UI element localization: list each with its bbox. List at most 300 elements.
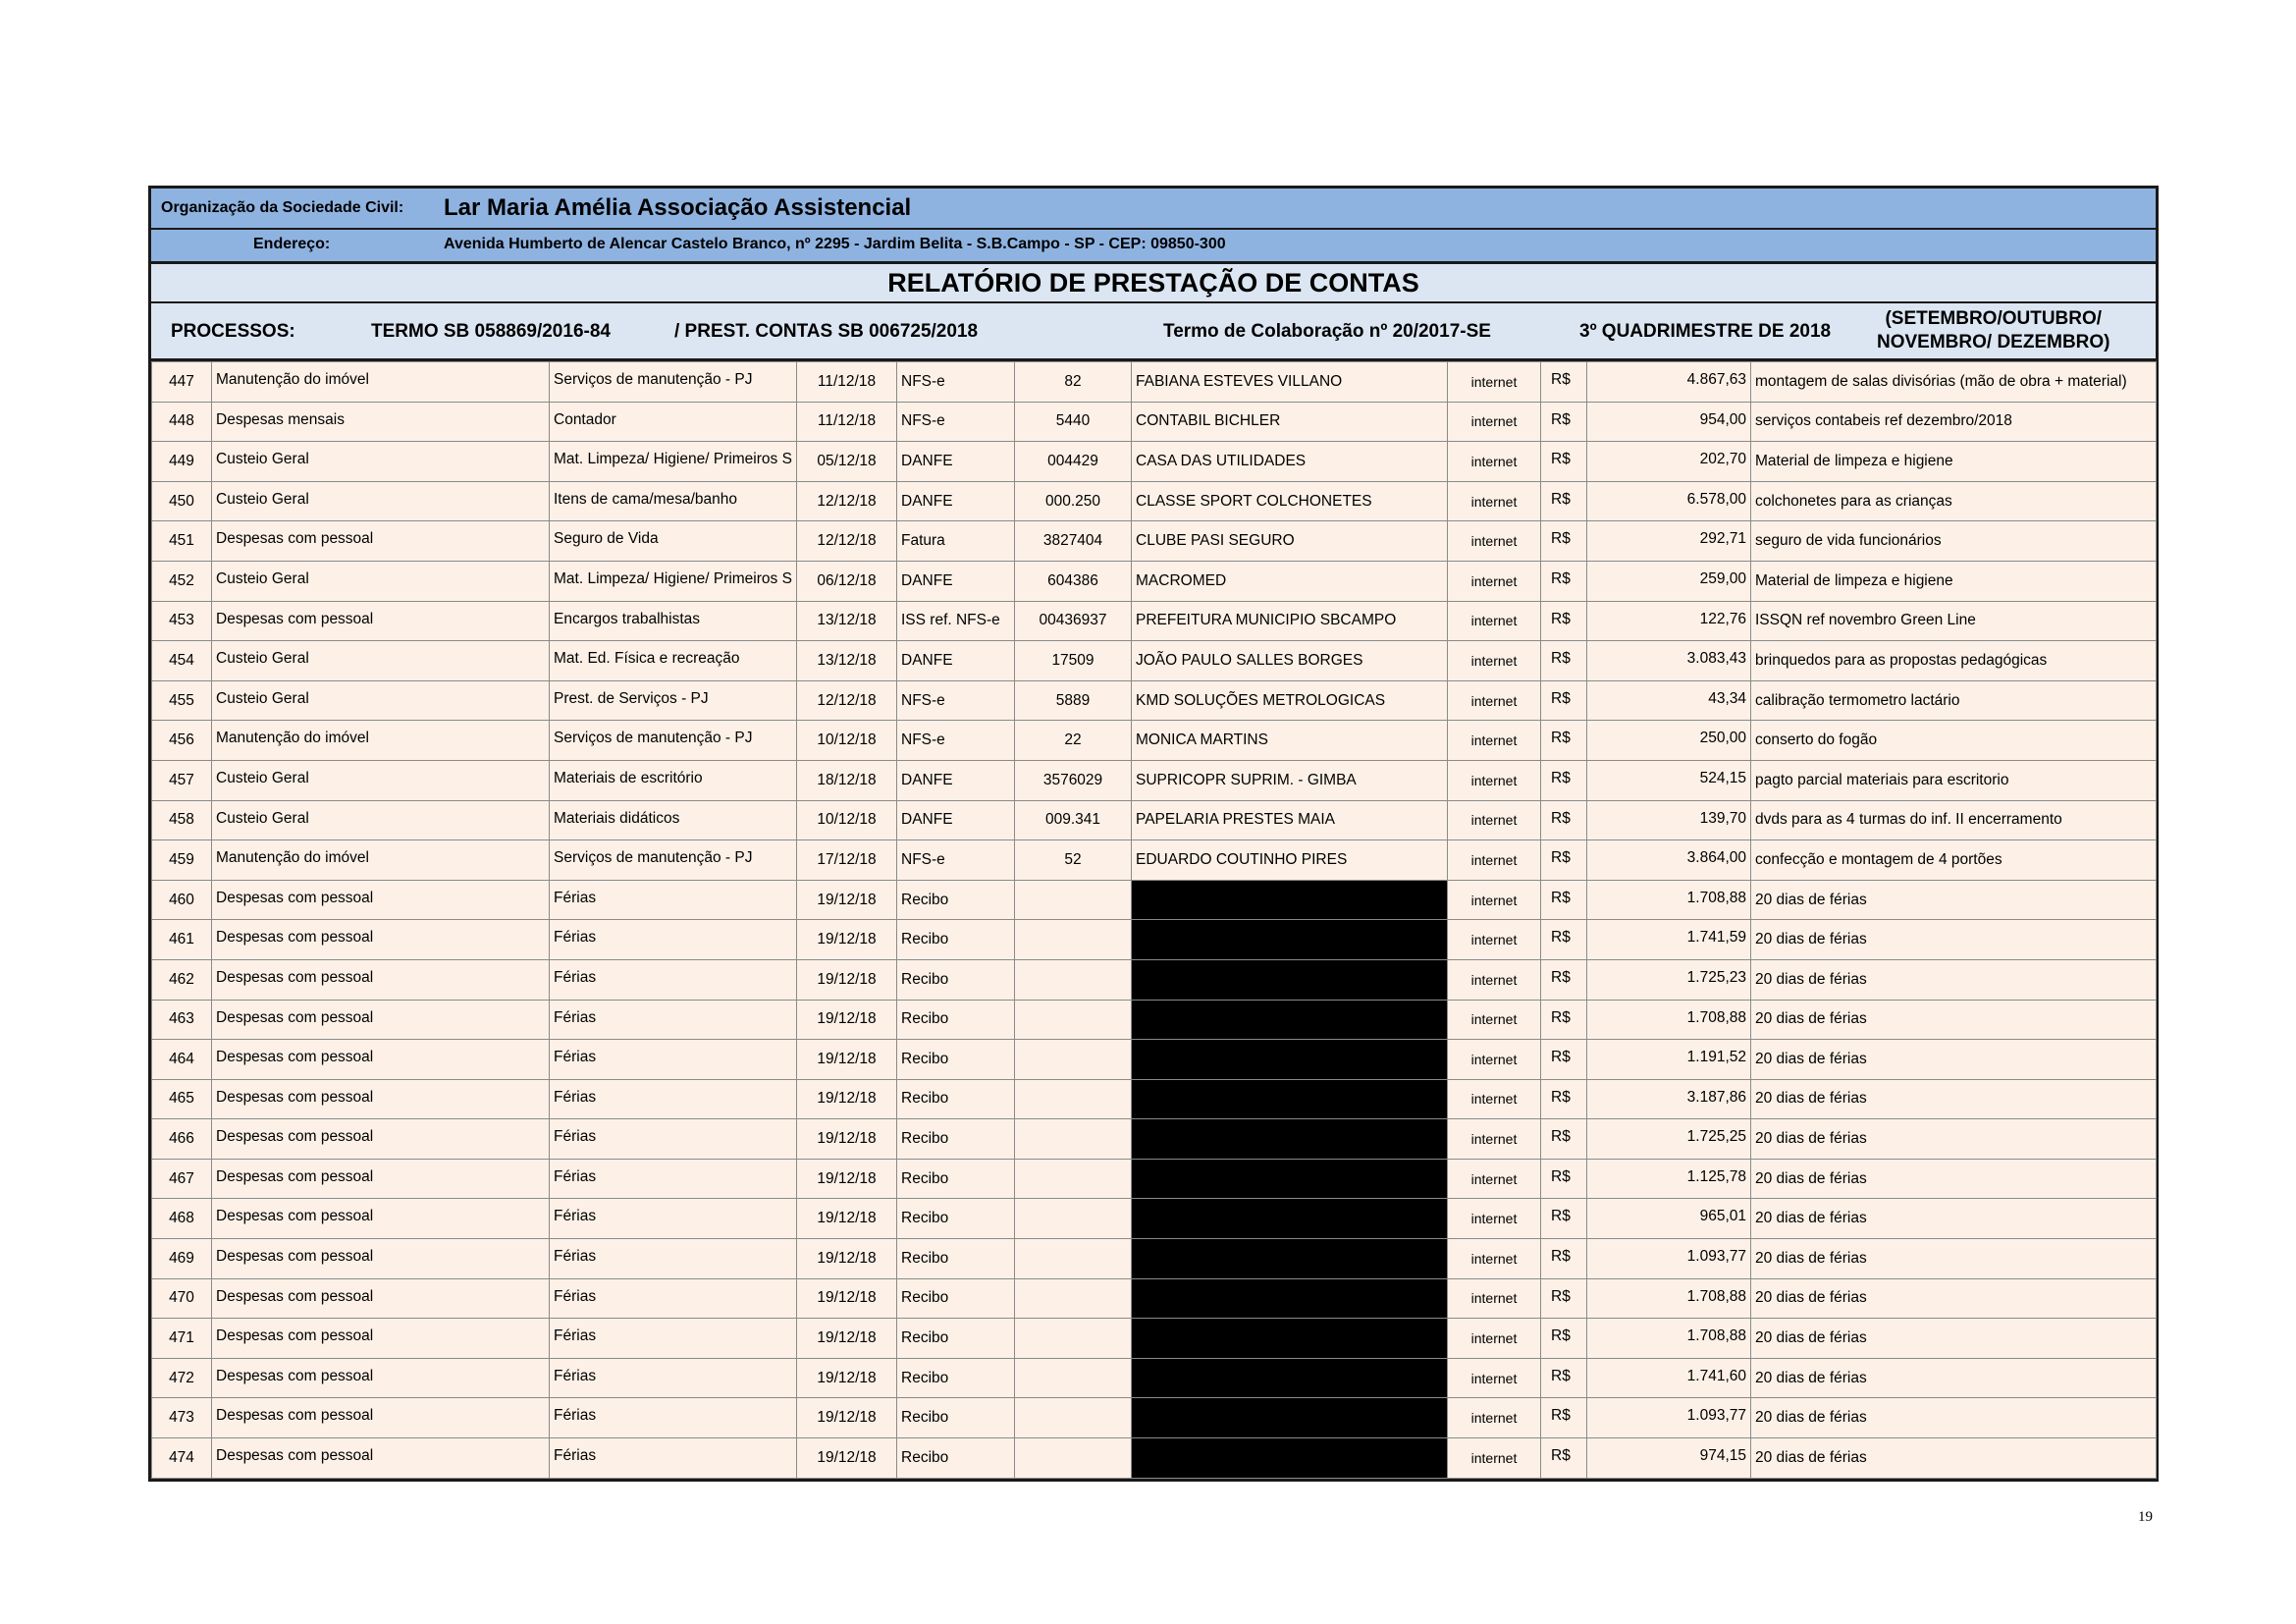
- doc-type-cell: Recibo: [897, 1278, 1015, 1319]
- amount-cell: 4.867,63: [1587, 362, 1751, 403]
- payment-method-cell: internet: [1448, 1199, 1541, 1239]
- page-number: 19: [2138, 1509, 2153, 1525]
- category-cell: Despesas com pessoal: [212, 1040, 550, 1080]
- description-cell: brinquedos para as propostas pedagógicas: [1751, 641, 2157, 681]
- report-title: RELATÓRIO DE PRESTAÇÃO DE CONTAS: [151, 264, 2156, 303]
- doc-number-cell: [1015, 1040, 1132, 1080]
- doc-type-cell: ISS ref. NFS-e: [897, 601, 1015, 641]
- row-number-cell: 460: [152, 880, 212, 920]
- amount-cell: 1.708,88: [1587, 1278, 1751, 1319]
- description-cell: 20 dias de férias: [1751, 1000, 2157, 1040]
- description-cell: 20 dias de férias: [1751, 1199, 2157, 1239]
- table-row: [152, 1278, 2157, 1319]
- category-cell: Despesas com pessoal: [212, 1239, 550, 1279]
- payment-method-cell: internet: [1448, 920, 1541, 960]
- payment-method-cell: internet: [1448, 721, 1541, 761]
- doc-type-cell: Recibo: [897, 1000, 1015, 1040]
- doc-type-cell: NFS-e: [897, 840, 1015, 881]
- amount-cell: 1.708,88: [1587, 1319, 1751, 1359]
- doc-type-cell: NFS-e: [897, 721, 1015, 761]
- currency-cell: R$: [1541, 481, 1587, 521]
- payment-method-cell: internet: [1448, 1159, 1541, 1199]
- report-sheet: [148, 186, 2159, 1482]
- subcategory-cell: Férias: [550, 959, 797, 1000]
- amount-cell: 1.708,88: [1587, 1000, 1751, 1040]
- subcategory-cell: Férias: [550, 1438, 797, 1479]
- redacted-supplier: [1132, 1398, 1448, 1438]
- doc-type-cell: Recibo: [897, 959, 1015, 1000]
- table-row: [152, 481, 2157, 521]
- payment-method-cell: internet: [1448, 402, 1541, 442]
- row-number-cell: 461: [152, 920, 212, 960]
- row-number-cell: 472: [152, 1358, 212, 1398]
- doc-number-cell: 604386: [1015, 561, 1132, 601]
- amount-cell: 250,00: [1587, 721, 1751, 761]
- amount-cell: 965,01: [1587, 1199, 1751, 1239]
- date-cell: 19/12/18: [797, 959, 897, 1000]
- currency-cell: R$: [1541, 362, 1587, 403]
- subcategory-cell: Serviços de manutenção - PJ: [550, 721, 797, 761]
- date-cell: 19/12/18: [797, 1358, 897, 1398]
- doc-type-cell: DANFE: [897, 760, 1015, 800]
- doc-type-cell: NFS-e: [897, 680, 1015, 721]
- table-row: [152, 362, 2157, 403]
- doc-type-cell: DANFE: [897, 481, 1015, 521]
- currency-cell: R$: [1541, 800, 1587, 840]
- currency-cell: R$: [1541, 1278, 1587, 1319]
- subcategory-cell: Férias: [550, 880, 797, 920]
- processes-label: PROCESSOS:: [171, 321, 295, 342]
- supplier-cell: MACROMED: [1132, 561, 1448, 601]
- description-cell: 20 dias de férias: [1751, 1278, 2157, 1319]
- amount-cell: 259,00: [1587, 561, 1751, 601]
- currency-cell: R$: [1541, 1319, 1587, 1359]
- doc-number-cell: 009.341: [1015, 800, 1132, 840]
- category-cell: Custeio Geral: [212, 680, 550, 721]
- table-row: [152, 1358, 2157, 1398]
- quadrimester: 3º QUADRIMESTRE DE 2018: [1579, 321, 1832, 342]
- description-cell: 20 dias de férias: [1751, 1119, 2157, 1160]
- doc-number-cell: 22: [1015, 721, 1132, 761]
- category-cell: Despesas com pessoal: [212, 1159, 550, 1199]
- category-cell: Manutenção do imóvel: [212, 840, 550, 881]
- row-number-cell: 467: [152, 1159, 212, 1199]
- doc-number-cell: 52: [1015, 840, 1132, 881]
- category-cell: Custeio Geral: [212, 800, 550, 840]
- date-cell: 10/12/18: [797, 800, 897, 840]
- doc-type-cell: Recibo: [897, 1398, 1015, 1438]
- payment-method-cell: internet: [1448, 1438, 1541, 1479]
- category-cell: Manutenção do imóvel: [212, 362, 550, 403]
- date-cell: 12/12/18: [797, 680, 897, 721]
- date-cell: 11/12/18: [797, 402, 897, 442]
- currency-cell: R$: [1541, 442, 1587, 482]
- category-cell: Despesas com pessoal: [212, 601, 550, 641]
- description-cell: 20 dias de férias: [1751, 959, 2157, 1000]
- date-cell: 19/12/18: [797, 1040, 897, 1080]
- category-cell: Despesas com pessoal: [212, 1438, 550, 1479]
- supplier-cell: PREFEITURA MUNICIPIO SBCAMPO: [1132, 601, 1448, 641]
- table-row: [152, 880, 2157, 920]
- amount-cell: 1.741,59: [1587, 920, 1751, 960]
- colaboracao-term: Termo de Colaboração nº 20/2017-SE: [1163, 321, 1491, 342]
- amount-cell: 1.725,23: [1587, 959, 1751, 1000]
- supplier-cell: FABIANA ESTEVES VILLANO: [1132, 362, 1448, 403]
- redacted-supplier: [1132, 1438, 1448, 1479]
- category-cell: Manutenção do imóvel: [212, 721, 550, 761]
- date-cell: 13/12/18: [797, 601, 897, 641]
- category-cell: Despesas com pessoal: [212, 1079, 550, 1119]
- description-cell: 20 dias de férias: [1751, 1319, 2157, 1359]
- doc-number-cell: [1015, 1119, 1132, 1160]
- row-number-cell: 471: [152, 1319, 212, 1359]
- currency-cell: R$: [1541, 1000, 1587, 1040]
- doc-type-cell: NFS-e: [897, 362, 1015, 403]
- description-cell: 20 dias de férias: [1751, 920, 2157, 960]
- row-number-cell: 454: [152, 641, 212, 681]
- payment-method-cell: internet: [1448, 561, 1541, 601]
- description-cell: 20 dias de férias: [1751, 1438, 2157, 1479]
- description-cell: confecção e montagem de 4 portões: [1751, 840, 2157, 881]
- doc-type-cell: DANFE: [897, 442, 1015, 482]
- doc-type-cell: Recibo: [897, 920, 1015, 960]
- payment-method-cell: internet: [1448, 840, 1541, 881]
- description-cell: ISSQN ref novembro Green Line: [1751, 601, 2157, 641]
- table-row: [152, 561, 2157, 601]
- amount-cell: 3.083,43: [1587, 641, 1751, 681]
- date-cell: 10/12/18: [797, 721, 897, 761]
- subcategory-cell: Férias: [550, 1040, 797, 1080]
- doc-number-cell: [1015, 1278, 1132, 1319]
- supplier-cell: CASA DAS UTILIDADES: [1132, 442, 1448, 482]
- amount-cell: 3.864,00: [1587, 840, 1751, 881]
- doc-type-cell: Recibo: [897, 1319, 1015, 1359]
- row-number-cell: 453: [152, 601, 212, 641]
- supplier-cell: MONICA MARTINS: [1132, 721, 1448, 761]
- doc-number-cell: 3576029: [1015, 760, 1132, 800]
- supplier-cell: CLASSE SPORT COLCHONETES: [1132, 481, 1448, 521]
- currency-cell: R$: [1541, 561, 1587, 601]
- description-cell: Material de limpeza e higiene: [1751, 442, 2157, 482]
- amount-cell: 1.093,77: [1587, 1398, 1751, 1438]
- payment-method-cell: internet: [1448, 680, 1541, 721]
- supplier-cell: KMD SOLUÇÕES METROLOGICAS: [1132, 680, 1448, 721]
- description-cell: dvds para as 4 turmas do inf. II encerramento: [1751, 800, 2157, 840]
- redacted-supplier: [1132, 920, 1448, 960]
- doc-number-cell: [1015, 920, 1132, 960]
- period: [1877, 307, 2110, 354]
- date-cell: 05/12/18: [797, 442, 897, 482]
- subcategory-cell: Férias: [550, 1239, 797, 1279]
- table-row: [152, 800, 2157, 840]
- period-line-1: (SETEMBRO/OUTUBRO/: [1885, 308, 2103, 329]
- subcategory-cell: Férias: [550, 1199, 797, 1239]
- date-cell: 19/12/18: [797, 1438, 897, 1479]
- subcategory-cell: Materiais de escritório: [550, 760, 797, 800]
- doc-number-cell: [1015, 1358, 1132, 1398]
- amount-cell: 6.578,00: [1587, 481, 1751, 521]
- redacted-supplier: [1132, 1119, 1448, 1160]
- table-row: [152, 680, 2157, 721]
- doc-type-cell: NFS-e: [897, 402, 1015, 442]
- amount-cell: 954,00: [1587, 402, 1751, 442]
- table-row: [152, 721, 2157, 761]
- payment-method-cell: internet: [1448, 1079, 1541, 1119]
- currency-cell: R$: [1541, 680, 1587, 721]
- expense-rows: [152, 362, 2157, 1479]
- currency-cell: R$: [1541, 1079, 1587, 1119]
- table-row: [152, 959, 2157, 1000]
- category-cell: Despesas com pessoal: [212, 1319, 550, 1359]
- table-row: [152, 1000, 2157, 1040]
- row-number-cell: 456: [152, 721, 212, 761]
- subcategory-cell: Mat. Limpeza/ Higiene/ Primeiros S: [550, 442, 797, 482]
- amount-cell: 1.125,78: [1587, 1159, 1751, 1199]
- table-row: [152, 840, 2157, 881]
- address-label: Endereço:: [253, 236, 331, 252]
- doc-number-cell: 3827404: [1015, 521, 1132, 562]
- payment-method-cell: internet: [1448, 601, 1541, 641]
- category-cell: Custeio Geral: [212, 481, 550, 521]
- redacted-supplier: [1132, 1319, 1448, 1359]
- supplier-cell: EDUARDO COUTINHO PIRES: [1132, 840, 1448, 881]
- category-cell: Despesas com pessoal: [212, 1000, 550, 1040]
- amount-cell: 524,15: [1587, 760, 1751, 800]
- subcategory-cell: Seguro de Vida: [550, 521, 797, 562]
- currency-cell: R$: [1541, 402, 1587, 442]
- description-cell: montagem de salas divisórias (mão de obra + material): [1751, 362, 2157, 403]
- row-number-cell: 473: [152, 1398, 212, 1438]
- description-cell: 20 dias de férias: [1751, 1079, 2157, 1119]
- category-cell: Despesas com pessoal: [212, 959, 550, 1000]
- date-cell: 13/12/18: [797, 641, 897, 681]
- date-cell: 12/12/18: [797, 481, 897, 521]
- subcategory-cell: Contador: [550, 402, 797, 442]
- currency-cell: R$: [1541, 880, 1587, 920]
- table-row: [152, 1438, 2157, 1479]
- redacted-supplier: [1132, 1159, 1448, 1199]
- doc-number-cell: [1015, 959, 1132, 1000]
- payment-method-cell: internet: [1448, 1239, 1541, 1279]
- doc-number-cell: [1015, 1159, 1132, 1199]
- category-cell: Custeio Geral: [212, 641, 550, 681]
- doc-number-cell: [1015, 1000, 1132, 1040]
- row-number-cell: 452: [152, 561, 212, 601]
- address-text: Avenida Humberto de Alencar Castelo Branco, nº 2295 - Jardim Belita - S.B.Campo - SP - CEP: 09850-300: [444, 236, 1226, 252]
- description-cell: 20 dias de férias: [1751, 1358, 2157, 1398]
- row-number-cell: 455: [152, 680, 212, 721]
- amount-cell: 3.187,86: [1587, 1079, 1751, 1119]
- payment-method-cell: internet: [1448, 1319, 1541, 1359]
- redacted-supplier: [1132, 1079, 1448, 1119]
- subcategory-cell: Itens de cama/mesa/banho: [550, 481, 797, 521]
- table-row: [152, 1119, 2157, 1160]
- payment-method-cell: internet: [1448, 959, 1541, 1000]
- row-number-cell: 449: [152, 442, 212, 482]
- payment-method-cell: internet: [1448, 1398, 1541, 1438]
- redacted-supplier: [1132, 1239, 1448, 1279]
- payment-method-cell: internet: [1448, 641, 1541, 681]
- date-cell: 19/12/18: [797, 1239, 897, 1279]
- amount-cell: 1.093,77: [1587, 1239, 1751, 1279]
- description-cell: serviços contabeis ref dezembro/2018: [1751, 402, 2157, 442]
- subcategory-cell: Serviços de manutenção - PJ: [550, 840, 797, 881]
- date-cell: 19/12/18: [797, 1119, 897, 1160]
- date-cell: 18/12/18: [797, 760, 897, 800]
- subcategory-cell: Férias: [550, 1119, 797, 1160]
- date-cell: 19/12/18: [797, 1199, 897, 1239]
- amount-cell: 122,76: [1587, 601, 1751, 641]
- subcategory-cell: Materiais didáticos: [550, 800, 797, 840]
- table-row: [152, 442, 2157, 482]
- doc-type-cell: Recibo: [897, 1358, 1015, 1398]
- doc-number-cell: [1015, 1438, 1132, 1479]
- date-cell: 19/12/18: [797, 1278, 897, 1319]
- doc-number-cell: 17509: [1015, 641, 1132, 681]
- currency-cell: R$: [1541, 840, 1587, 881]
- table-row: [152, 601, 2157, 641]
- row-number-cell: 450: [152, 481, 212, 521]
- doc-number-cell: 5889: [1015, 680, 1132, 721]
- description-cell: 20 dias de férias: [1751, 1040, 2157, 1080]
- date-cell: 19/12/18: [797, 880, 897, 920]
- currency-cell: R$: [1541, 521, 1587, 562]
- currency-cell: R$: [1541, 641, 1587, 681]
- currency-cell: R$: [1541, 1040, 1587, 1080]
- redacted-supplier: [1132, 880, 1448, 920]
- category-cell: Despesas mensais: [212, 402, 550, 442]
- address-bar: [151, 230, 2156, 264]
- category-cell: Despesas com pessoal: [212, 920, 550, 960]
- payment-method-cell: internet: [1448, 760, 1541, 800]
- date-cell: 11/12/18: [797, 362, 897, 403]
- subcategory-cell: Férias: [550, 1398, 797, 1438]
- subcategory-cell: Prest. de Serviços - PJ: [550, 680, 797, 721]
- payment-method-cell: internet: [1448, 521, 1541, 562]
- description-cell: colchonetes para as crianças: [1751, 481, 2157, 521]
- doc-number-cell: 000.250: [1015, 481, 1132, 521]
- table-row: [152, 1040, 2157, 1080]
- doc-type-cell: Recibo: [897, 1079, 1015, 1119]
- subcategory-cell: Férias: [550, 1358, 797, 1398]
- table-row: [152, 1239, 2157, 1279]
- row-number-cell: 468: [152, 1199, 212, 1239]
- row-number-cell: 462: [152, 959, 212, 1000]
- description-cell: seguro de vida funcionários: [1751, 521, 2157, 562]
- description-cell: 20 dias de férias: [1751, 1398, 2157, 1438]
- date-cell: 19/12/18: [797, 1398, 897, 1438]
- currency-cell: R$: [1541, 1438, 1587, 1479]
- currency-cell: R$: [1541, 959, 1587, 1000]
- table-row: [152, 920, 2157, 960]
- supplier-cell: PAPELARIA PRESTES MAIA: [1132, 800, 1448, 840]
- supplier-cell: SUPRICOPR SUPRIM. - GIMBA: [1132, 760, 1448, 800]
- date-cell: 19/12/18: [797, 1079, 897, 1119]
- date-cell: 19/12/18: [797, 1159, 897, 1199]
- organization-bar: [151, 189, 2156, 230]
- doc-type-cell: Recibo: [897, 1159, 1015, 1199]
- row-number-cell: 464: [152, 1040, 212, 1080]
- doc-type-cell: Recibo: [897, 1199, 1015, 1239]
- row-number-cell: 447: [152, 362, 212, 403]
- description-cell: 20 dias de férias: [1751, 1239, 2157, 1279]
- currency-cell: R$: [1541, 1159, 1587, 1199]
- category-cell: Despesas com pessoal: [212, 880, 550, 920]
- category-cell: Despesas com pessoal: [212, 521, 550, 562]
- table-row: [152, 402, 2157, 442]
- payment-method-cell: internet: [1448, 800, 1541, 840]
- subcategory-cell: Férias: [550, 920, 797, 960]
- category-cell: Custeio Geral: [212, 561, 550, 601]
- category-cell: Custeio Geral: [212, 760, 550, 800]
- row-number-cell: 466: [152, 1119, 212, 1160]
- currency-cell: R$: [1541, 760, 1587, 800]
- subcategory-cell: Mat. Limpeza/ Higiene/ Primeiros S: [550, 561, 797, 601]
- category-cell: Despesas com pessoal: [212, 1358, 550, 1398]
- row-number-cell: 465: [152, 1079, 212, 1119]
- category-cell: Despesas com pessoal: [212, 1278, 550, 1319]
- amount-cell: 292,71: [1587, 521, 1751, 562]
- doc-number-cell: 82: [1015, 362, 1132, 403]
- redacted-supplier: [1132, 1199, 1448, 1239]
- supplier-cell: CONTABIL BICHLER: [1132, 402, 1448, 442]
- table-row: [152, 641, 2157, 681]
- doc-number-cell: [1015, 880, 1132, 920]
- redacted-supplier: [1132, 959, 1448, 1000]
- currency-cell: R$: [1541, 1358, 1587, 1398]
- row-number-cell: 474: [152, 1438, 212, 1479]
- doc-type-cell: Recibo: [897, 1040, 1015, 1080]
- doc-type-cell: Recibo: [897, 1438, 1015, 1479]
- doc-number-cell: 004429: [1015, 442, 1132, 482]
- payment-method-cell: internet: [1448, 880, 1541, 920]
- currency-cell: R$: [1541, 601, 1587, 641]
- doc-type-cell: Recibo: [897, 1119, 1015, 1160]
- payment-method-cell: internet: [1448, 1278, 1541, 1319]
- subcategory-cell: Férias: [550, 1159, 797, 1199]
- amount-cell: 43,34: [1587, 680, 1751, 721]
- supplier-cell: CLUBE PASI SEGURO: [1132, 521, 1448, 562]
- currency-cell: R$: [1541, 920, 1587, 960]
- description-cell: conserto do fogão: [1751, 721, 2157, 761]
- table-row: [152, 1398, 2157, 1438]
- row-number-cell: 469: [152, 1239, 212, 1279]
- category-cell: Despesas com pessoal: [212, 1119, 550, 1160]
- payment-method-cell: internet: [1448, 481, 1541, 521]
- description-cell: 20 dias de férias: [1751, 880, 2157, 920]
- date-cell: 12/12/18: [797, 521, 897, 562]
- date-cell: 19/12/18: [797, 920, 897, 960]
- currency-cell: R$: [1541, 1199, 1587, 1239]
- doc-type-cell: Recibo: [897, 1239, 1015, 1279]
- row-number-cell: 458: [152, 800, 212, 840]
- date-cell: 17/12/18: [797, 840, 897, 881]
- org-label: Organização da Sociedade Civil:: [161, 199, 404, 216]
- currency-cell: R$: [1541, 1398, 1587, 1438]
- payment-method-cell: internet: [1448, 1000, 1541, 1040]
- row-number-cell: 470: [152, 1278, 212, 1319]
- table-row: [152, 760, 2157, 800]
- doc-type-cell: DANFE: [897, 800, 1015, 840]
- currency-cell: R$: [1541, 1119, 1587, 1160]
- process-bar: [151, 303, 2156, 361]
- currency-cell: R$: [1541, 721, 1587, 761]
- prest-contas-number: / PREST. CONTAS SB 006725/2018: [674, 321, 979, 342]
- amount-cell: 1.725,25: [1587, 1119, 1751, 1160]
- row-number-cell: 451: [152, 521, 212, 562]
- table-row: [152, 1199, 2157, 1239]
- table-row: [152, 1319, 2157, 1359]
